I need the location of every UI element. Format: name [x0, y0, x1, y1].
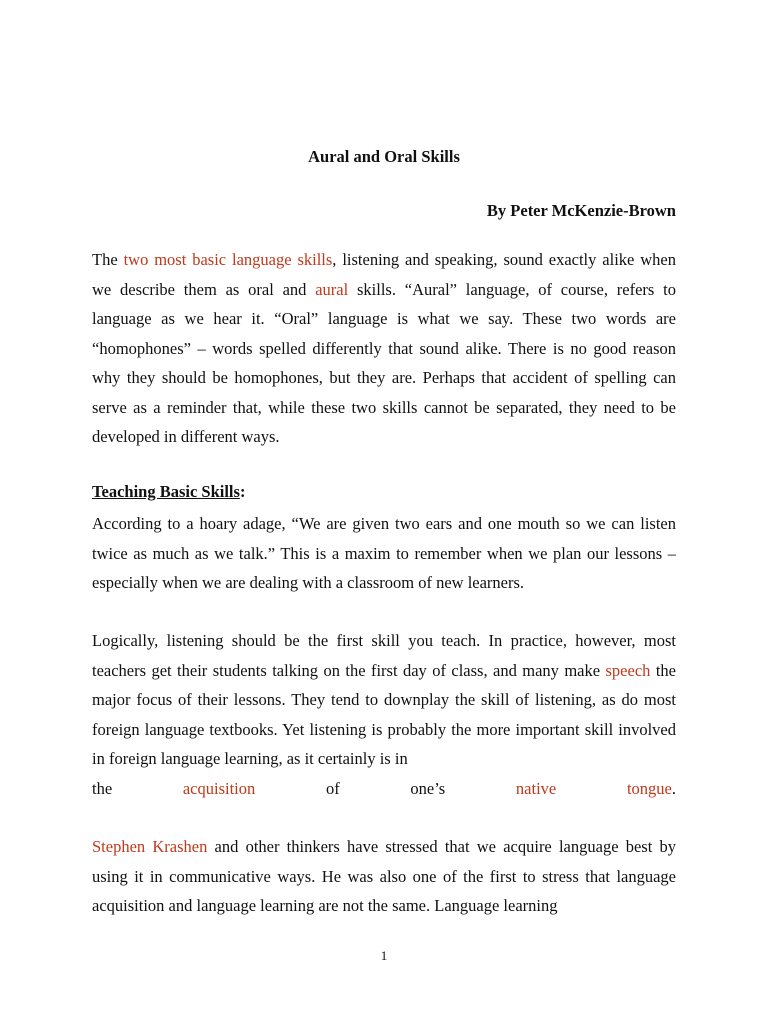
- text-run: the major focus of their lessons. They tend to downplay the skill of listening, as do most foreign language textbooks. Yet listening is probably the more important skill involved in foreign language learning, as it certainly is in: [92, 660, 676, 768]
- highlight-word: acquisition: [182, 778, 256, 798]
- word-group: [627, 774, 676, 804]
- text-run: , listening and speaking, sound exactly alike when we describe them as oral and: [92, 250, 676, 299]
- section-heading: [92, 482, 245, 502]
- text-run: and other thinkers have stressed that we acquire language best by using it in communicative ways. He was also one of the first to stress that language acquisition and language learning are not the same. Language learning: [92, 837, 676, 915]
- paragraph-listening: [92, 626, 676, 803]
- highlight-name: Stephen Krashen: [92, 837, 208, 856]
- highlight-word: tongue: [626, 778, 672, 798]
- text-run: skills. “Aural” language, of course, refers to language as we hear it. “Oral” language is what we say. These two words are “homophones” – words spelled differently that sound alike. There is no good reason why they should be homophones, but they are. Perhaps that accident of spelling can serve as a reminder that, while these two skills cannot be separated, they need to be developed in different ways.: [92, 279, 676, 446]
- page-number: 1: [380, 948, 388, 963]
- text-run: Logically, listening should be the first skill you teach. In practice, however, most teachers get their students talking on the first day of class, and many make: [92, 631, 676, 680]
- highlight-word: native: [515, 778, 557, 798]
- paragraph-krashen: [92, 832, 676, 921]
- word: of: [325, 778, 340, 798]
- section-heading-colon: :: [239, 482, 246, 501]
- highlight-word: speech: [605, 660, 651, 680]
- text-run: The: [92, 250, 124, 269]
- paragraph-body: [92, 626, 676, 774]
- paragraph-adage: According to a hoary adage, “We are given two ears and one mouth so we can listen twice as much as we talk.” This is a maxim to remember when we plan our lessons – especially when we are dealing with a classroom of new learners.: [92, 514, 676, 592]
- punctuation: .: [671, 778, 676, 798]
- highlight-word: aural: [315, 279, 349, 299]
- author-byline: By Peter McKenzie-Brown: [486, 201, 676, 220]
- paragraph-last-line: [92, 774, 676, 804]
- highlight-phrase: two most basic language skills: [123, 250, 333, 269]
- word: the: [92, 778, 113, 798]
- document-title: Aural and Oral Skills: [308, 147, 460, 166]
- word: one’s: [410, 778, 446, 798]
- paragraph-intro: [92, 245, 676, 452]
- section-heading-text: Teaching Basic Skills: [92, 482, 240, 501]
